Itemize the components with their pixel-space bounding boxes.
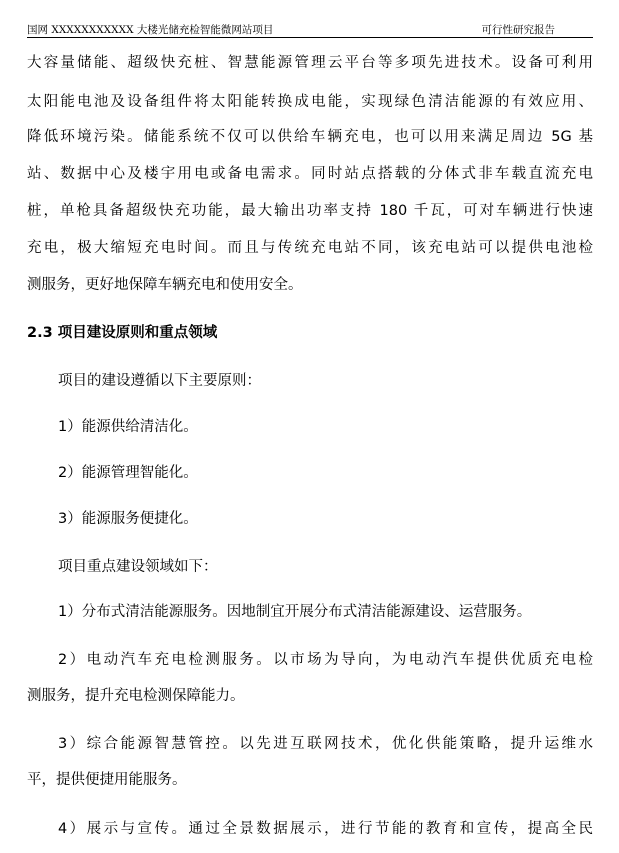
list-item: 2）能源管理智能化。 bbox=[58, 465, 198, 481]
list-item: 3）综合能源智慧管控。以先进互联网技术，优化供能策略，提升运维水 bbox=[58, 736, 593, 752]
text-line: 测服务，更好地保障车辆充电和使用安全。 bbox=[27, 277, 303, 293]
section-heading: 2.3 项目建设原则和重点领域 bbox=[27, 325, 218, 341]
text-line: 降低环境污染。储能系统不仅可以供给车辆充电，也可以用来满足周边 5G 基 bbox=[27, 129, 593, 145]
list-item: 3）能源服务便捷化。 bbox=[58, 511, 198, 527]
list-item: 1）分布式清洁能源服务。因地制宜开展分布式清洁能源建设、运营服务。 bbox=[58, 604, 532, 620]
text-line: 平，提供便捷用能服务。 bbox=[27, 772, 187, 788]
areas-intro: 项目重点建设领域如下： bbox=[58, 559, 218, 575]
text-line: 桩，单枪具备超级快充功能，最大输出功率支持 180 千瓦，可对车辆进行快速 bbox=[27, 203, 593, 219]
text-line: 太阳能电池及设备组件将太阳能转换成电能，实现绿色清洁能源的有效应用、 bbox=[27, 94, 593, 110]
list-item: 4）展示与宣传。通过全景数据展示，进行节能的教育和宣传，提高全民 bbox=[58, 821, 593, 837]
principles-intro: 项目的建设遵循以下主要原则： bbox=[58, 373, 261, 389]
text-line: 站、数据中心及楼宇用电或备电需求。同时站点搭载的分体式非车载直流充电 bbox=[27, 166, 593, 182]
text-line: 测服务，提升充电检测保障能力。 bbox=[27, 688, 245, 704]
header-report-type: 可行性研究报告 bbox=[481, 24, 555, 36]
list-item: 2）电动汽车充电检测服务。以市场为导向，为电动汽车提供优质充电检 bbox=[58, 652, 593, 668]
list-item: 1）能源供给清洁化。 bbox=[58, 419, 198, 435]
text-line: 大容量储能、超级快充桩、智慧能源管理云平台等多项先进技术。设备可利用 bbox=[27, 55, 593, 71]
text-line: 充电，极大缩短充电时间。而且与传统充电站不同，该充电站可以提供电池检 bbox=[27, 240, 593, 256]
header-project-title: 国网 XXXXXXXXXXX 大楼光储充检智能微网站项目 bbox=[27, 24, 274, 36]
page-header bbox=[27, 23, 593, 38]
